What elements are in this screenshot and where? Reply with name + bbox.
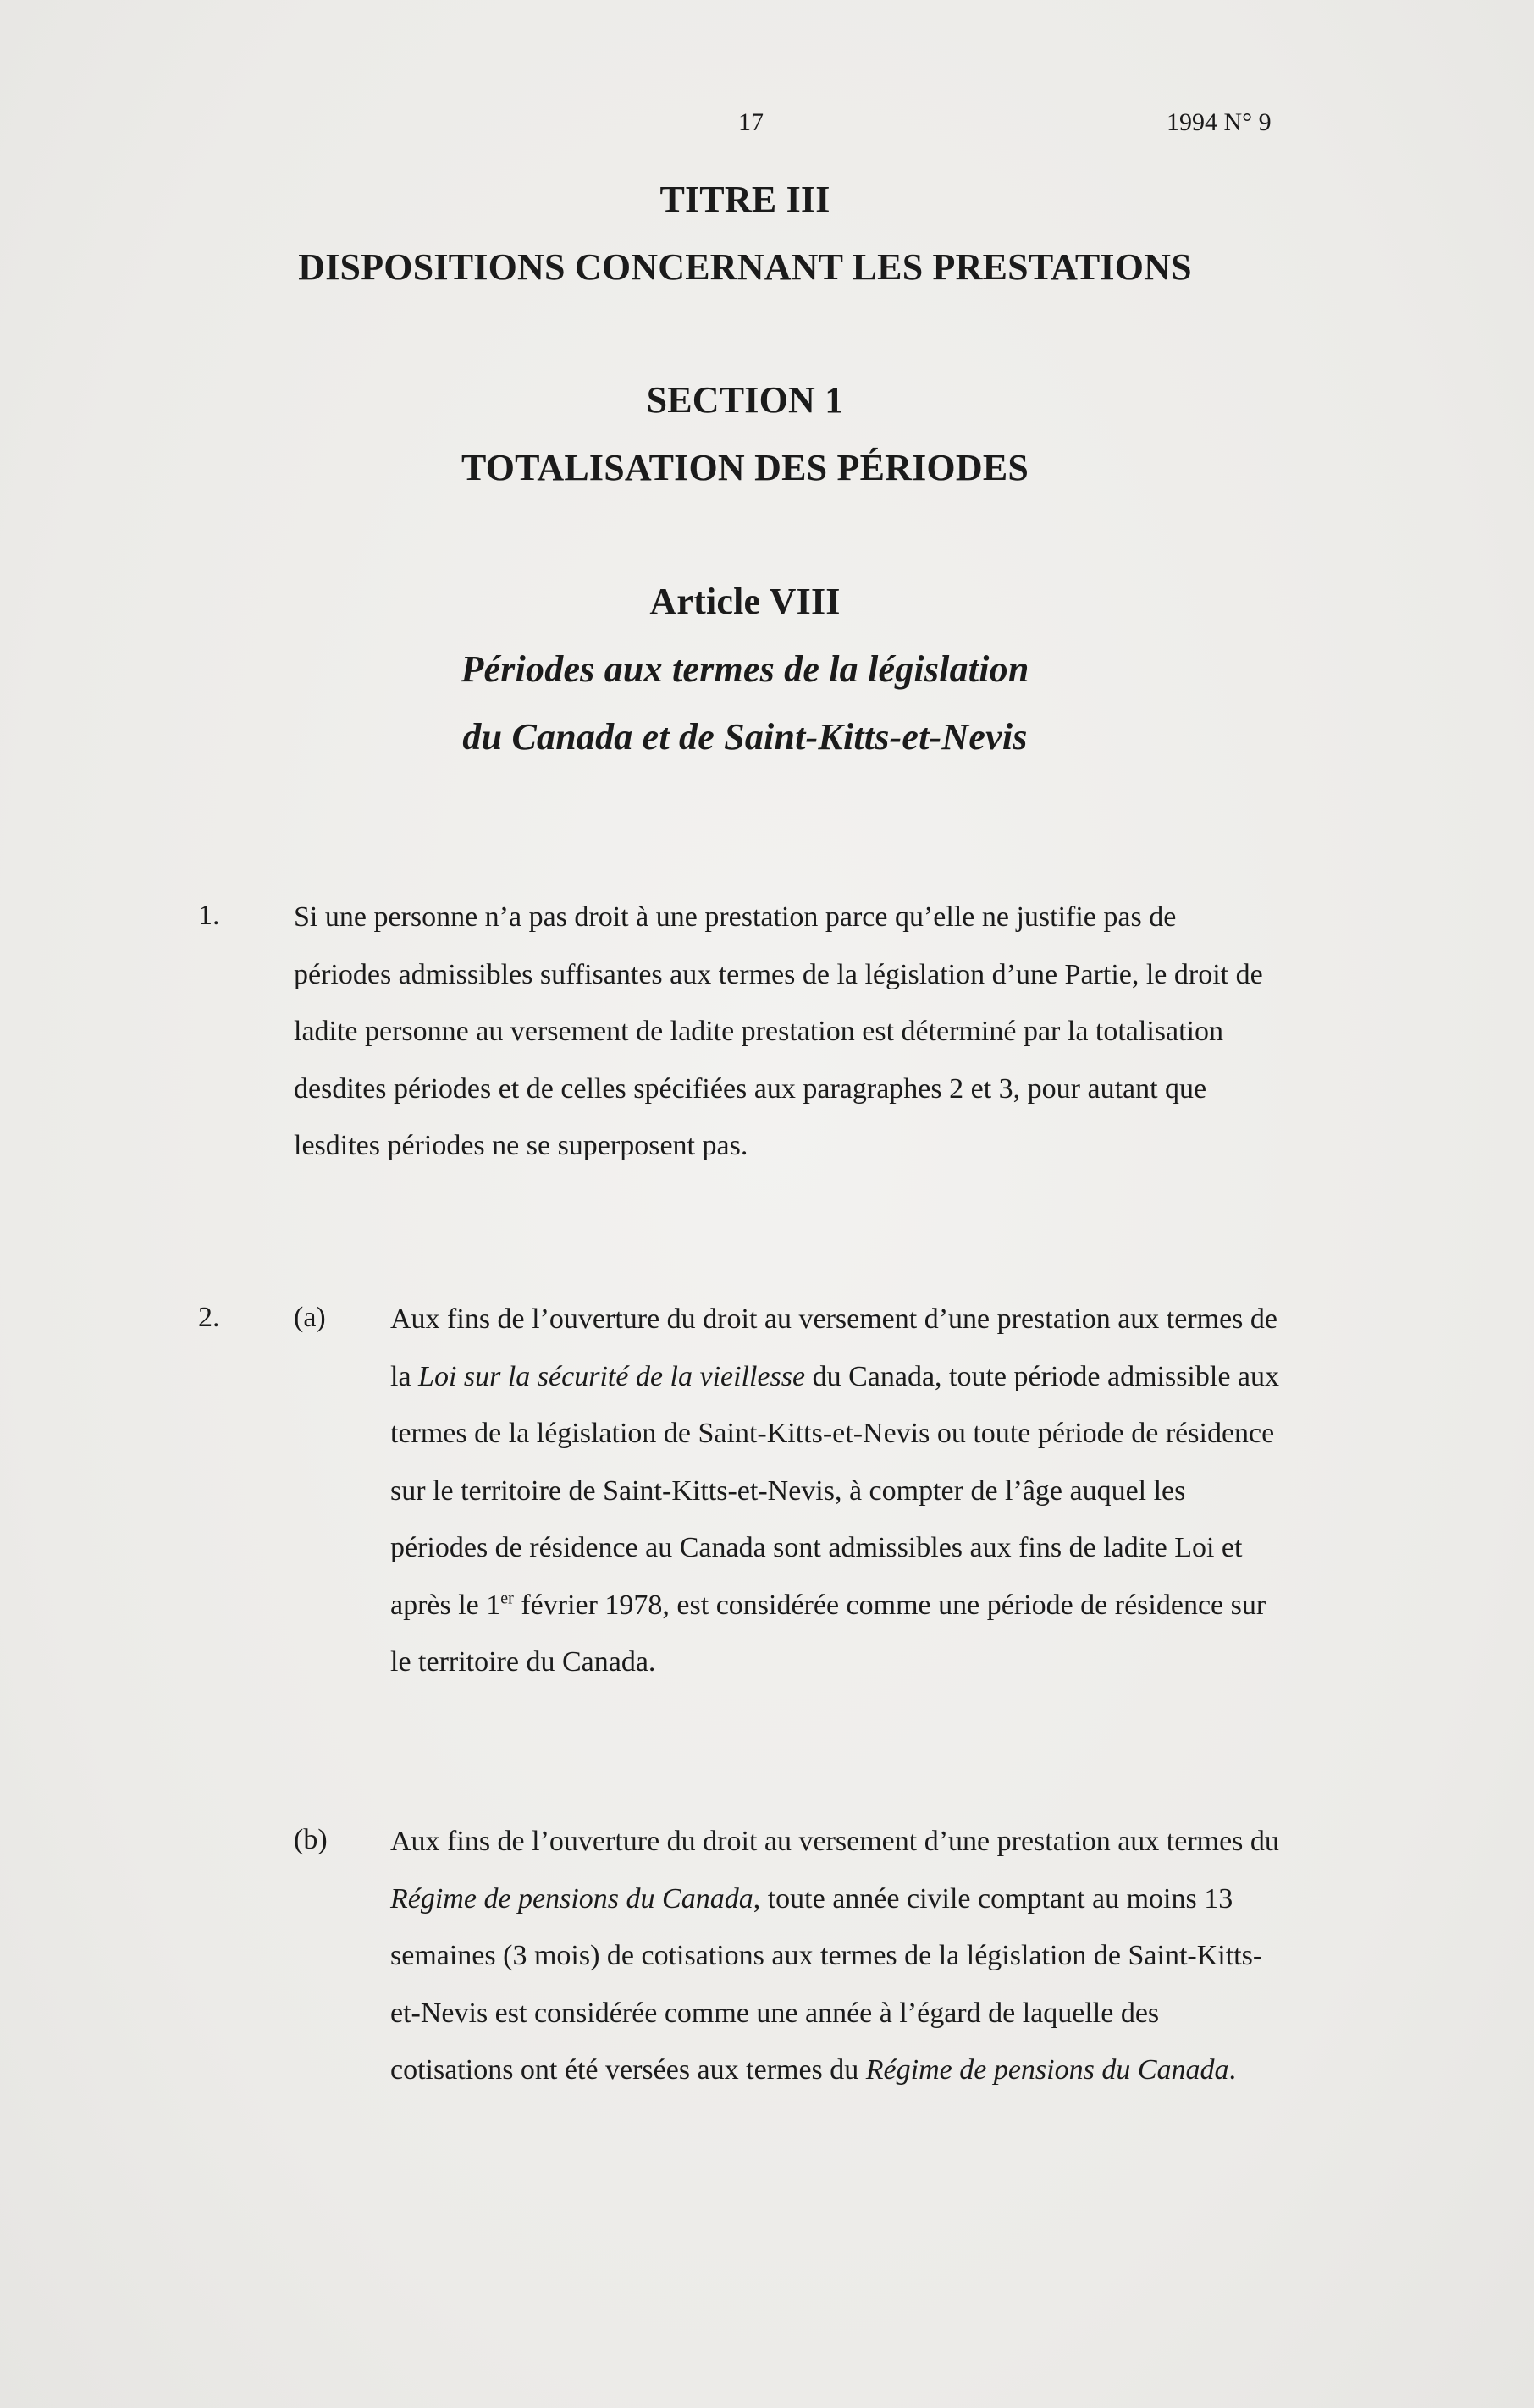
subparagraph-b-text-after: .	[1228, 2054, 1236, 2086]
subparagraph-b-text	[390, 1813, 1279, 2099]
ordinal-superscript: er	[500, 1589, 514, 1608]
paragraph-1-text: Si une personne n’a pas droit à une prestation parce qu’elle ne justifie pas de périodes admissibles suffisantes aux termes de la législation d’une Partie, le droit de ladite personne au versement de ladite prestation est déterminé par la totalisation desdites périodes et de celles spécifiées aux paragraphes 2 et 3, pour autant que lesdites périodes ne se superposent pas.	[294, 901, 1263, 1161]
paragraph-2-number: 2.	[198, 1302, 220, 1333]
subparagraph-b-label: (b)	[294, 1824, 328, 1855]
paragraph-1-number: 1.	[198, 900, 220, 931]
section-heading: SECTION 1	[646, 379, 844, 421]
subparagraph-a-text-mid: du Canada, toute période admissible aux termes de la législation de Saint-Kitts-et-Nevis ou toute période de résidence sur le territoire de Saint-Kitts-et-Nevis, à compter de l’âge auquel les périodes de résidence au Canada sont admissibles aux fins de ladite Loi et après le 1	[390, 1360, 1279, 1621]
oas-act-title: Loi sur la sécurité de la vieillesse	[418, 1360, 806, 1392]
subparagraph-b	[390, 1813, 1279, 2099]
title-heading: TITRE III	[659, 179, 830, 220]
article-heading: Article VIII	[649, 581, 841, 622]
paragraph-1	[294, 889, 1267, 1175]
article-subtitle-line1: Périodes aux termes de la législation	[461, 648, 1029, 690]
page-number: 17	[738, 108, 764, 136]
subparagraph-b-text-before: Aux fins de l’ouverture du droit au versement d’une prestation aux termes du	[390, 1826, 1279, 1857]
subparagraph-a-text	[390, 1291, 1279, 1691]
subparagraph-a	[390, 1291, 1279, 1691]
subparagraph-b-text-mid: , toute année civile comptant au moins 13 semaines (3 mois) de cotisations aux termes de la législation de Saint-Kitts-et-Nevis est considérée comme une année à l’égard de laquelle des cotisations ont été versées aux termes du	[390, 1882, 1263, 2086]
subparagraph-a-text-before: Aux fins de l’ouverture du droit au versement d’une prestation aux termes de la	[390, 1303, 1278, 1392]
cpp-title-2: Régime de pensions du Canada	[865, 2054, 1229, 2086]
section-subtitle: TOTALISATION DES PÉRIODES	[461, 447, 1029, 488]
subparagraph-a-label: (a)	[294, 1302, 326, 1333]
cpp-title-1: Régime de pensions du Canada	[390, 1882, 753, 1915]
document-reference: 1994 N° 9	[1167, 108, 1272, 136]
title-subtitle: DISPOSITIONS CONCERNANT LES PRESTATIONS	[298, 246, 1192, 288]
article-subtitle-line2: du Canada et de Saint-Kitts-et-Nevis	[462, 716, 1028, 758]
subparagraph-a-text-after: février 1978, est considérée comme une période de résidence sur le territoire du Canada.	[390, 1589, 1266, 1678]
